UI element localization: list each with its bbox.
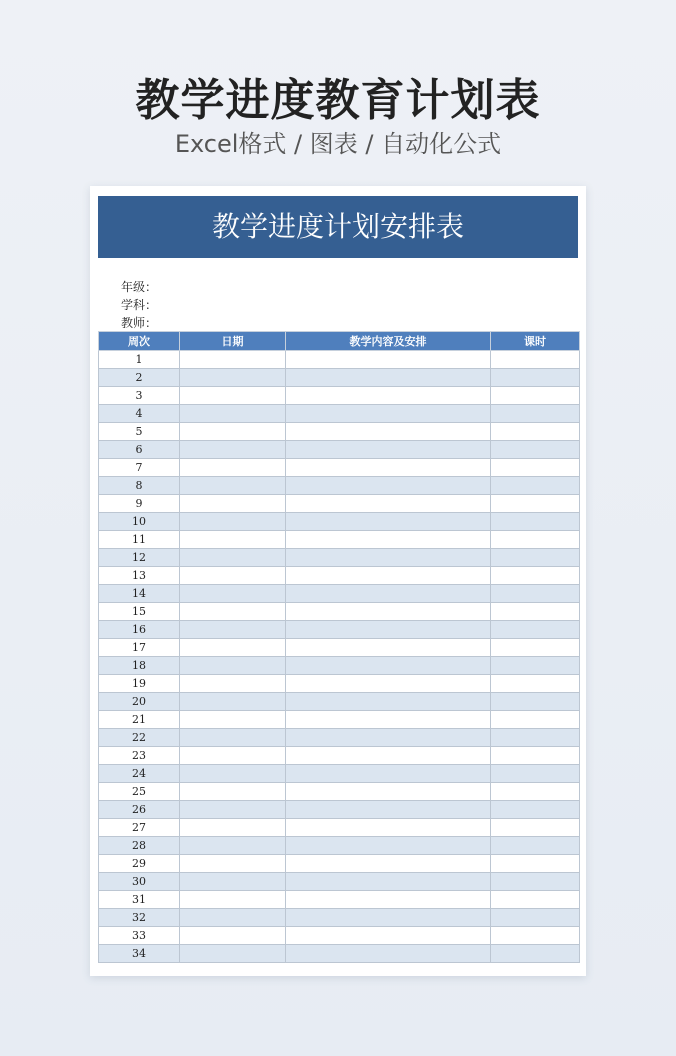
cell-hours bbox=[491, 477, 580, 495]
cell-week: 23 bbox=[99, 747, 180, 765]
cell-week: 5 bbox=[99, 423, 180, 441]
cell-content bbox=[286, 801, 491, 819]
table-row bbox=[99, 657, 580, 675]
table-row bbox=[99, 927, 580, 945]
cell-date bbox=[180, 405, 286, 423]
cell-week: 2 bbox=[99, 369, 180, 387]
page-title: 教学进度教育计划表 bbox=[135, 75, 541, 126]
cell-content bbox=[286, 927, 491, 945]
cell-content bbox=[286, 441, 491, 459]
subject-label: 学科： bbox=[121, 298, 158, 312]
table-row bbox=[99, 819, 580, 837]
cell-week: 17 bbox=[99, 639, 180, 657]
cell-week: 7 bbox=[99, 459, 180, 477]
cell-week: 29 bbox=[99, 855, 180, 873]
table-row bbox=[99, 891, 580, 909]
cell-content bbox=[286, 765, 491, 783]
cell-content bbox=[286, 585, 491, 603]
cell-date bbox=[180, 693, 286, 711]
table-row bbox=[99, 459, 580, 477]
cell-week: 24 bbox=[99, 765, 180, 783]
cell-week: 22 bbox=[99, 729, 180, 747]
cell-date bbox=[180, 549, 286, 567]
table-row bbox=[99, 477, 580, 495]
cell-date bbox=[180, 675, 286, 693]
sheet-banner-title: 教学进度计划安排表 bbox=[98, 196, 578, 258]
cell-week: 19 bbox=[99, 675, 180, 693]
cell-hours bbox=[491, 351, 580, 369]
cell-date bbox=[180, 423, 286, 441]
table-row bbox=[99, 351, 580, 369]
cell-date bbox=[180, 639, 286, 657]
cell-week: 10 bbox=[99, 513, 180, 531]
cell-content bbox=[286, 513, 491, 531]
cell-week: 31 bbox=[99, 891, 180, 909]
table-row bbox=[99, 549, 580, 567]
cell-week: 33 bbox=[99, 927, 180, 945]
cell-hours bbox=[491, 675, 580, 693]
cell-week: 3 bbox=[99, 387, 180, 405]
cell-content bbox=[286, 891, 491, 909]
cell-week: 6 bbox=[99, 441, 180, 459]
cell-content bbox=[286, 405, 491, 423]
cell-content bbox=[286, 603, 491, 621]
cell-hours bbox=[491, 765, 580, 783]
table-row bbox=[99, 585, 580, 603]
cell-hours bbox=[491, 495, 580, 513]
cell-hours bbox=[491, 891, 580, 909]
cell-content bbox=[286, 495, 491, 513]
table-row bbox=[99, 441, 580, 459]
table-row bbox=[99, 945, 580, 963]
cell-week: 30 bbox=[99, 873, 180, 891]
page-subtitle: Excel格式 / 图表 / 自动化公式 bbox=[174, 130, 502, 158]
cell-hours bbox=[491, 783, 580, 801]
cell-date bbox=[180, 621, 286, 639]
cell-week: 14 bbox=[99, 585, 180, 603]
cell-hours bbox=[491, 603, 580, 621]
cell-content bbox=[286, 873, 491, 891]
table-body bbox=[99, 351, 580, 963]
cell-hours bbox=[491, 801, 580, 819]
cell-date bbox=[180, 351, 286, 369]
column-header-content: 教学内容及安排 bbox=[286, 332, 491, 351]
cell-hours bbox=[491, 549, 580, 567]
cell-date bbox=[180, 657, 286, 675]
table-row bbox=[99, 693, 580, 711]
cell-date bbox=[180, 387, 286, 405]
cell-content bbox=[286, 837, 491, 855]
cell-hours bbox=[491, 747, 580, 765]
table-row bbox=[99, 603, 580, 621]
cell-week: 15 bbox=[99, 603, 180, 621]
cell-hours bbox=[491, 693, 580, 711]
cell-date bbox=[180, 531, 286, 549]
column-header-hours: 课时 bbox=[491, 332, 580, 351]
cell-date bbox=[180, 909, 286, 927]
cell-content bbox=[286, 387, 491, 405]
cell-hours bbox=[491, 459, 580, 477]
cell-content bbox=[286, 549, 491, 567]
cell-content bbox=[286, 783, 491, 801]
table-row bbox=[99, 639, 580, 657]
table-row bbox=[99, 855, 580, 873]
cell-content bbox=[286, 477, 491, 495]
cell-content bbox=[286, 657, 491, 675]
cell-week: 21 bbox=[99, 711, 180, 729]
table-row bbox=[99, 369, 580, 387]
table-row bbox=[99, 423, 580, 441]
cell-week: 32 bbox=[99, 909, 180, 927]
cell-week: 20 bbox=[99, 693, 180, 711]
cell-week: 27 bbox=[99, 819, 180, 837]
cell-hours bbox=[491, 567, 580, 585]
cell-hours bbox=[491, 585, 580, 603]
cell-week: 16 bbox=[99, 621, 180, 639]
cell-week: 9 bbox=[99, 495, 180, 513]
cell-content bbox=[286, 693, 491, 711]
cell-hours bbox=[491, 711, 580, 729]
cell-week: 34 bbox=[99, 945, 180, 963]
table-row bbox=[99, 783, 580, 801]
table-row bbox=[99, 567, 580, 585]
cell-content bbox=[286, 945, 491, 963]
table-row bbox=[99, 747, 580, 765]
cell-date bbox=[180, 369, 286, 387]
cell-date bbox=[180, 585, 286, 603]
cell-content bbox=[286, 855, 491, 873]
cell-content bbox=[286, 909, 491, 927]
cell-date bbox=[180, 603, 286, 621]
cell-hours bbox=[491, 873, 580, 891]
cell-week: 11 bbox=[99, 531, 180, 549]
cell-content bbox=[286, 351, 491, 369]
cell-hours bbox=[491, 729, 580, 747]
cell-hours bbox=[491, 405, 580, 423]
table-row bbox=[99, 765, 580, 783]
cell-date bbox=[180, 495, 286, 513]
cell-date bbox=[180, 891, 286, 909]
spreadsheet-preview bbox=[90, 186, 586, 976]
cell-hours bbox=[491, 639, 580, 657]
cell-date bbox=[180, 567, 286, 585]
table-row bbox=[99, 495, 580, 513]
cell-content bbox=[286, 639, 491, 657]
cell-date bbox=[180, 837, 286, 855]
cell-hours bbox=[491, 441, 580, 459]
cell-date bbox=[180, 873, 286, 891]
cell-date bbox=[180, 855, 286, 873]
cell-content bbox=[286, 729, 491, 747]
cell-week: 1 bbox=[99, 351, 180, 369]
cell-date bbox=[180, 765, 286, 783]
cell-date bbox=[180, 801, 286, 819]
cell-hours bbox=[491, 927, 580, 945]
table-row bbox=[99, 513, 580, 531]
cell-hours bbox=[491, 855, 580, 873]
cell-content bbox=[286, 531, 491, 549]
cell-week: 18 bbox=[99, 657, 180, 675]
table-row bbox=[99, 387, 580, 405]
cell-date bbox=[180, 927, 286, 945]
teacher-label: 教师： bbox=[121, 316, 158, 330]
column-header-date: 日期 bbox=[180, 332, 286, 351]
table-row bbox=[99, 675, 580, 693]
cell-date bbox=[180, 783, 286, 801]
cell-week: 13 bbox=[99, 567, 180, 585]
cell-hours bbox=[491, 513, 580, 531]
cell-content bbox=[286, 369, 491, 387]
cell-content bbox=[286, 621, 491, 639]
table-header-row bbox=[99, 332, 580, 351]
cell-hours bbox=[491, 837, 580, 855]
cell-date bbox=[180, 477, 286, 495]
cell-hours bbox=[491, 531, 580, 549]
cell-hours bbox=[491, 387, 580, 405]
cell-hours bbox=[491, 369, 580, 387]
cell-date bbox=[180, 819, 286, 837]
cell-week: 4 bbox=[99, 405, 180, 423]
grade-label: 年级： bbox=[121, 280, 158, 294]
cell-content bbox=[286, 747, 491, 765]
cell-hours bbox=[491, 621, 580, 639]
cell-date bbox=[180, 441, 286, 459]
table-row bbox=[99, 711, 580, 729]
cell-date bbox=[180, 513, 286, 531]
cell-date bbox=[180, 711, 286, 729]
cell-date bbox=[180, 945, 286, 963]
table-row bbox=[99, 405, 580, 423]
cell-week: 8 bbox=[99, 477, 180, 495]
cell-hours bbox=[491, 909, 580, 927]
table-row bbox=[99, 621, 580, 639]
cell-hours bbox=[491, 819, 580, 837]
cell-week: 12 bbox=[99, 549, 180, 567]
table-row bbox=[99, 873, 580, 891]
cell-date bbox=[180, 459, 286, 477]
cell-hours bbox=[491, 423, 580, 441]
cell-hours bbox=[491, 945, 580, 963]
table-row bbox=[99, 801, 580, 819]
cell-week: 26 bbox=[99, 801, 180, 819]
table-row bbox=[99, 909, 580, 927]
column-header-week: 周次 bbox=[99, 332, 180, 351]
table-row bbox=[99, 531, 580, 549]
cell-hours bbox=[491, 657, 580, 675]
cell-content bbox=[286, 423, 491, 441]
cell-week: 28 bbox=[99, 837, 180, 855]
cell-content bbox=[286, 819, 491, 837]
cell-content bbox=[286, 459, 491, 477]
table-row bbox=[99, 837, 580, 855]
cell-content bbox=[286, 675, 491, 693]
table-row bbox=[99, 729, 580, 747]
cell-date bbox=[180, 729, 286, 747]
cell-week: 25 bbox=[99, 783, 180, 801]
schedule-table bbox=[98, 331, 580, 963]
cell-content bbox=[286, 567, 491, 585]
cell-content bbox=[286, 711, 491, 729]
cell-date bbox=[180, 747, 286, 765]
